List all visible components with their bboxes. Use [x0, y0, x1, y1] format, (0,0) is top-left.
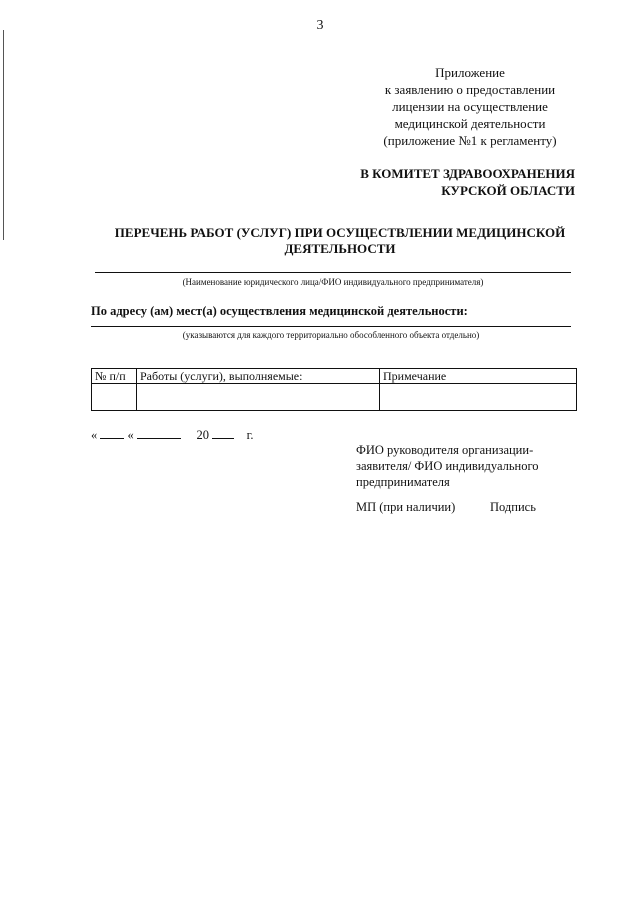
appendix-note	[320, 64, 620, 149]
cell-note[interactable]	[380, 384, 577, 411]
header-note: Примечание	[380, 369, 577, 384]
addressee-line: В КОМИТЕТ ЗДРАВООХРАНЕНИЯ	[360, 166, 575, 181]
appendix-line: (приложение №1 к регламенту)	[383, 133, 557, 148]
applicant-name-caption: (Наименование юридического лица/ФИО индивидуального предпринимателя)	[182, 277, 484, 287]
scan-margin-line	[3, 30, 4, 240]
date-open-quote: «	[91, 428, 98, 442]
date-day-blank[interactable]	[100, 428, 124, 439]
addressee-line: КУРСКОЙ ОБЛАСТИ	[441, 183, 575, 198]
address-field[interactable]	[91, 326, 571, 327]
table-row	[92, 384, 577, 411]
addressee	[300, 165, 575, 199]
signature-label: Подпись	[490, 500, 536, 514]
date-month-blank[interactable]	[137, 428, 181, 439]
appendix-line: к заявлению о предоставлении	[384, 82, 556, 97]
header-works: Работы (услуги), выполняемые:	[137, 369, 380, 384]
header-number: № п/п	[92, 369, 137, 384]
stamp-label: МП (при наличии)	[356, 500, 456, 514]
signer-line: ФИО руководителя организации-	[356, 443, 534, 457]
appendix-line: медицинской деятельности	[394, 116, 546, 131]
date-year-prefix: 20	[196, 428, 209, 442]
date-field	[91, 428, 253, 443]
appendix-line: лицензии на осуществление	[392, 99, 548, 114]
date-year-suffix: г.	[246, 428, 254, 442]
appendix-line: Приложение	[435, 65, 505, 80]
cell-number[interactable]	[92, 384, 137, 411]
works-table	[91, 368, 577, 411]
date-year-blank[interactable]	[212, 428, 234, 439]
address-caption: (указываются для каждого территориально обособленного объекта отдельно)	[182, 330, 480, 340]
address-label: По адресу (ам) мест(а) осуществления медицинской деятельности:	[91, 304, 468, 318]
table-header-row	[92, 369, 577, 384]
signer-line: предпринимателя	[356, 475, 450, 489]
page-number: 3	[316, 18, 324, 33]
applicant-name-field[interactable]	[95, 272, 571, 273]
signer-block	[356, 442, 596, 490]
date-close-quote: «	[127, 428, 134, 442]
document-title	[90, 225, 590, 257]
cell-works[interactable]	[137, 384, 380, 411]
document-title-line: ДЕЯТЕЛЬНОСТИ	[284, 241, 396, 256]
signer-line: заявителя/ ФИО индивидуального	[356, 459, 539, 473]
document-title-line: ПЕРЕЧЕНЬ РАБОТ (УСЛУГ) ПРИ ОСУЩЕСТВЛЕНИИ МЕДИЦИНСКОЙ	[114, 225, 566, 240]
